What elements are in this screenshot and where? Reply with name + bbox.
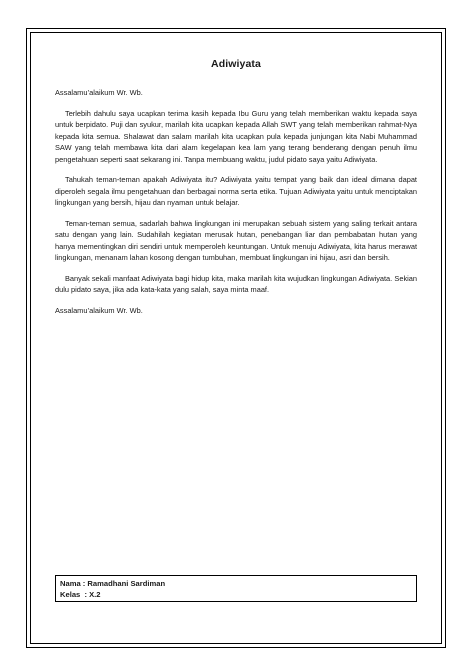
document-title: Adiwiyata bbox=[211, 58, 261, 70]
student-class: Kelas : X.2 bbox=[60, 590, 101, 599]
paragraph-closing-remarks: Banyak sekali manfaat Adiwiyata bagi hidup kita, maka marilah kita wujudkan lingkungan Adiwiyata. Sekian dulu pidato saya, jika ada kata-kata yang salah, saya minta maaf. bbox=[55, 273, 417, 294]
paragraph-environment: Teman-teman semua, sadarlah bahwa lingkungan ini merupakan sebuah sistem yang saling terkait antara satu dengan yang lain. Sudahilah kegiatan merusak hutan, penebangan liar dan pembabatan hutan yang hanya mementingkan diri sendiri untuk memperoleh keuntungan. Untuk menuju Adiwiyata, kita harus merawat lingkungan, menanam lahan kosong dengan tumbuhan, membuat lingkungan ini hijau, asri dan bersih. bbox=[55, 218, 417, 262]
closing-greeting: Assalamu’alaikum Wr. Wb. bbox=[55, 305, 143, 315]
speech-document bbox=[55, 58, 417, 316]
paragraph-definition: Tahukah teman-teman apakah Adiwiyata itu? Adiwiyata yaitu tempat yang baik dan ideal dimana dapat diperoleh segala ilmu pengetahuan dan berbagai norma serta etika. Tujuan Adiwiyata yaitu untuk menciptakan lingkungan yang bersih, hijau dan nyaman untuk belajar. bbox=[55, 175, 417, 207]
opening-greeting: Assalamu’alaikum Wr. Wb. bbox=[55, 88, 143, 97]
paragraph-opening: Terlebih dahulu saya ucapkan terima kasih kepada Ibu Guru yang telah memberikan waktu kepada saya untuk berpidato. Puji dan syukur, marilah kita ucapkan kepada Allah SWT yang telah memberikan rahmat-Nya kepada kita semua. Shalawat dan salam marilah kita ucapkan pula kepada junjungan kita Nabi Muhammad SAW yang telah membawa kita dari alam kegelapan kea lam yang terang benderang dengan penuh ilmu pengetahuan seperti saat sekarang ini. Tanpa membuang waktu, judul pidato saya yaitu Adiwiyata. bbox=[55, 108, 417, 164]
student-name: Nama : Ramadhani Sardiman bbox=[60, 579, 166, 588]
student-info-box bbox=[55, 575, 417, 602]
